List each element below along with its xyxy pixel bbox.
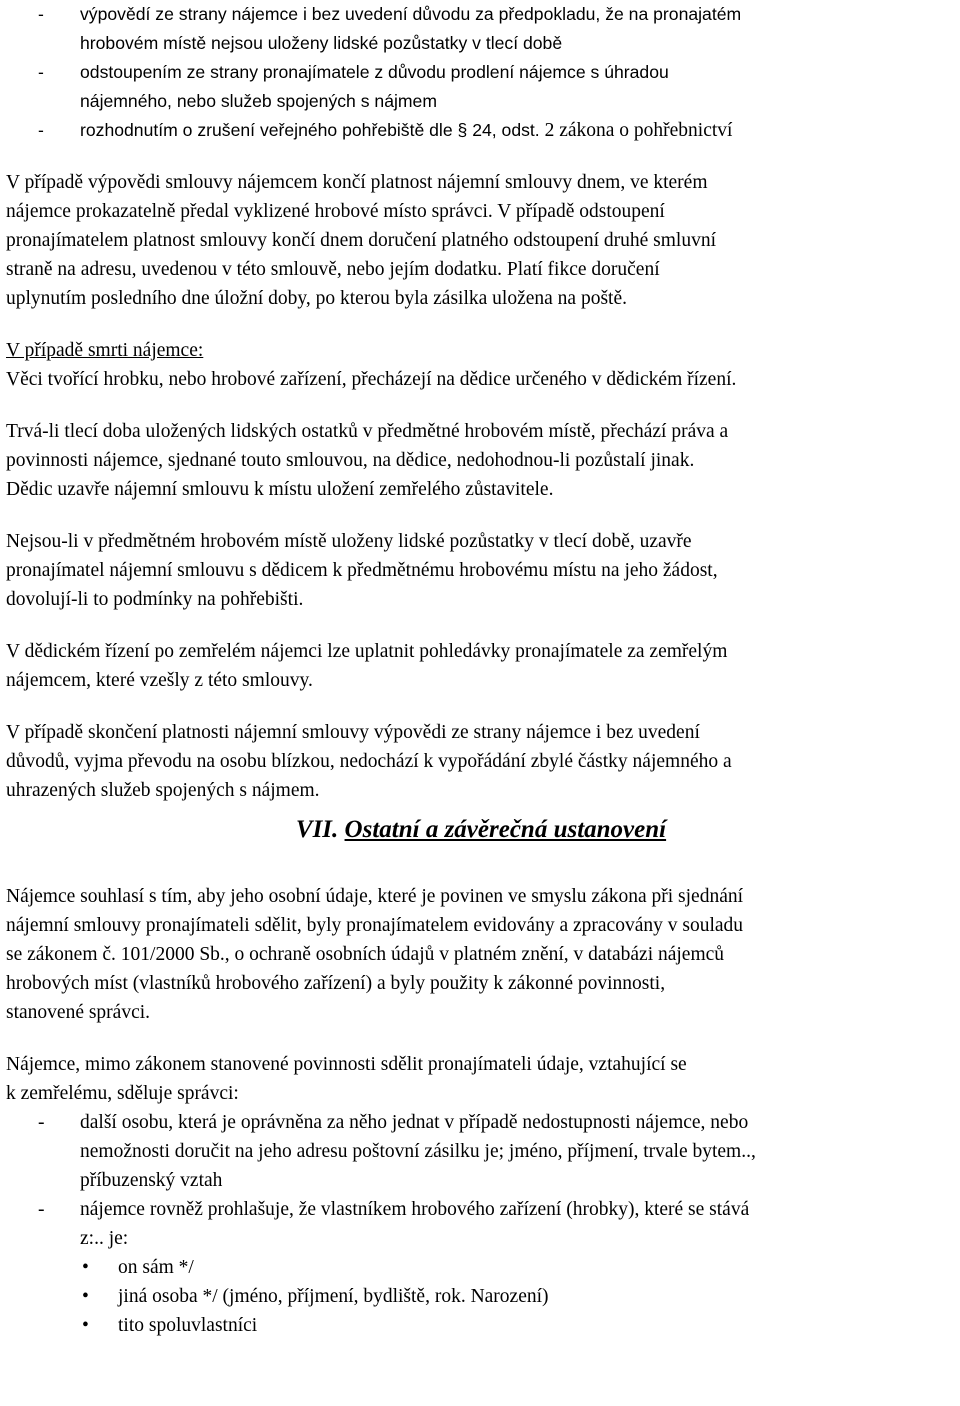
disclosure-paragraph (6, 1050, 956, 1108)
bullet-item (6, 1311, 956, 1340)
termination-paragraph (6, 168, 956, 313)
section-heading (6, 805, 956, 864)
bullet-marker: • (82, 1286, 89, 1307)
paragraph-line: nájemní smlouvy pronajímateli sdělit, byly pronajímatelem evidovány a zpracovány v souladu (6, 915, 744, 936)
list-item (6, 1108, 956, 1195)
list-item-line: nájemce rovněž prohlašuje, že vlastníkem hrobového zařízení (hrobky), které se stává (80, 1199, 750, 1220)
bullet-text: on sám */ (118, 1257, 194, 1278)
claims-paragraph (6, 637, 956, 695)
death-section (6, 336, 956, 394)
paragraph-line: stanovené správci. (6, 1002, 151, 1023)
heir-paragraph (6, 417, 956, 504)
list-item-line: příbuzenský vztah (80, 1170, 223, 1191)
refund-paragraph (6, 718, 956, 805)
dash-marker: - (38, 120, 44, 140)
paragraph-line: uplynutím posledního dne úložní doby, po kterou byla zásilka uložena na poště. (6, 288, 627, 309)
no-remains-paragraph (6, 527, 956, 614)
paragraph-line: Trvá-li tlecí doba uložených lidských ostatků v předmětné hrobovém místě, přechází práva a (6, 421, 729, 442)
bullet-text: jiná osoba */ (jméno, příjmení, bydliště, rok. Narození) (118, 1286, 549, 1307)
list-item (6, 0, 956, 58)
bullet-item (6, 1253, 956, 1282)
paragraph-line: Dědic uzavře nájemní smlouvu k místu uložení zemřelého zůstavitele. (6, 479, 554, 500)
bullet-marker: • (82, 1315, 89, 1336)
section-title: Ostatní a závěrečná ustanovení (344, 816, 667, 843)
paragraph-line: pronajímatel nájemní smlouvu s dědicem k předmětnému hrobovému místu na jeho žádost, (6, 560, 718, 581)
paragraph-line: straně na adresu, uvedenou v této smlouvě, nebo jejím dodatku. Platí fikce doručení (6, 259, 660, 280)
paragraph-line: dovolují-li to podmínky na pohřebišti. (6, 589, 304, 610)
dash-marker: - (38, 4, 44, 24)
owner-bullet-list (6, 1253, 956, 1340)
paragraph-line: Věci tvořící hrobku, nebo hrobové zařízení, přecházejí na dědice určeného v dědickém řízení. (6, 369, 737, 390)
bullet-text: tito spoluvlastníci (118, 1315, 258, 1336)
paragraph-line: hrobových míst (vlastníků hrobového zařízení) a byly použity k zákonné povinnosti, (6, 973, 666, 994)
death-subheading: V případě smrti nájemce: (6, 340, 204, 361)
list-item-line: z:.. je: (80, 1228, 129, 1249)
paragraph-line: Nájemce, mimo zákonem stanovené povinnosti sdělit pronajímateli údaje, vztahující se (6, 1054, 687, 1075)
list-item-line: další osobu, která je oprávněna za něho jednat v případě nedostupnosti nájemce, nebo (80, 1112, 749, 1133)
list-item (6, 1195, 956, 1253)
disclosure-list (6, 1108, 956, 1253)
paragraph-line: pronajímatelem platnost smlouvy končí dnem doručení platného odstoupení druhé smluvní (6, 230, 716, 251)
paragraph-line: k zemřelému, sděluje správci: (6, 1083, 239, 1104)
consent-paragraph (6, 882, 956, 1027)
paragraph-line: se zákonem č. 101/2000 Sb., o ochraně osobních údajů v platném znění, v databázi nájemců (6, 944, 725, 965)
section-number: VII. (295, 816, 339, 843)
bullet-marker: • (82, 1257, 89, 1278)
list-item-line: výpovědí ze strany nájemce i bez uvedení důvodu za předpokladu, že na pronajatém (80, 4, 742, 24)
list-item-line: nájemného, nebo služeb spojených s nájmem (80, 91, 437, 111)
list-item-line: odstoupením ze strany pronajímatele z důvodu prodlení nájemce s úhradou (80, 62, 669, 82)
list-item (6, 58, 956, 116)
list-item (6, 116, 956, 145)
paragraph-line: V dědickém řízení po zemřelém nájemci lze uplatnit pohledávky pronajímatele za zemřelým (6, 641, 728, 662)
paragraph-line: Nejsou-li v předmětném hrobovém místě uloženy lidské pozůstatky v tlecí době, uzavře (6, 531, 692, 552)
paragraph-line: uhrazených služeb spojených s nájmem. (6, 780, 320, 801)
document-page (6, 0, 956, 1340)
dash-marker: - (38, 1199, 45, 1220)
termination-reasons-list (6, 0, 956, 145)
dash-marker: - (38, 62, 44, 82)
list-item-line: nemožnosti doručit na jeho adresu poštovní zásilku je; jméno, příjmení, trvale bytem.., (80, 1141, 756, 1162)
paragraph-line: důvodů, vyjma převodu na osobu blízkou, nedochází k vypořádání zbylé částky nájemného a (6, 751, 732, 772)
paragraph-line: V případě skončení platnosti nájemní smlouvy výpovědi ze strany nájemce i bez uvedení (6, 722, 700, 743)
list-item-line: hrobovém místě nejsou uloženy lidské pozůstatky v tlecí době (80, 33, 563, 53)
list-item-line (80, 116, 956, 145)
paragraph-line: povinnosti nájemce, sjednané touto smlouvou, na dědice, nedohodnou-li pozůstalí jinak. (6, 450, 695, 471)
paragraph-line: Nájemce souhlasí s tím, aby jeho osobní údaje, které je povinen ve smyslu zákona při sjednání (6, 886, 744, 907)
paragraph-line: V případě výpovědi smlouvy nájemcem končí platnost nájemní smlouvy dnem, ve kterém (6, 172, 708, 193)
list-item-line-part: rozhodnutím o zrušení veřejného pohřebiště dle § 24, odst. (80, 120, 540, 140)
list-item-line-part: 2 zákona o pohřebnictví (539, 120, 733, 141)
paragraph-line: nájemcem, které vzešly z této smlouvy. (6, 670, 313, 691)
paragraph-line: nájemce prokazatelně předal vyklizené hrobové místo správci. V případě odstoupení (6, 201, 665, 222)
dash-marker: - (38, 1112, 45, 1133)
bullet-item (6, 1282, 956, 1311)
